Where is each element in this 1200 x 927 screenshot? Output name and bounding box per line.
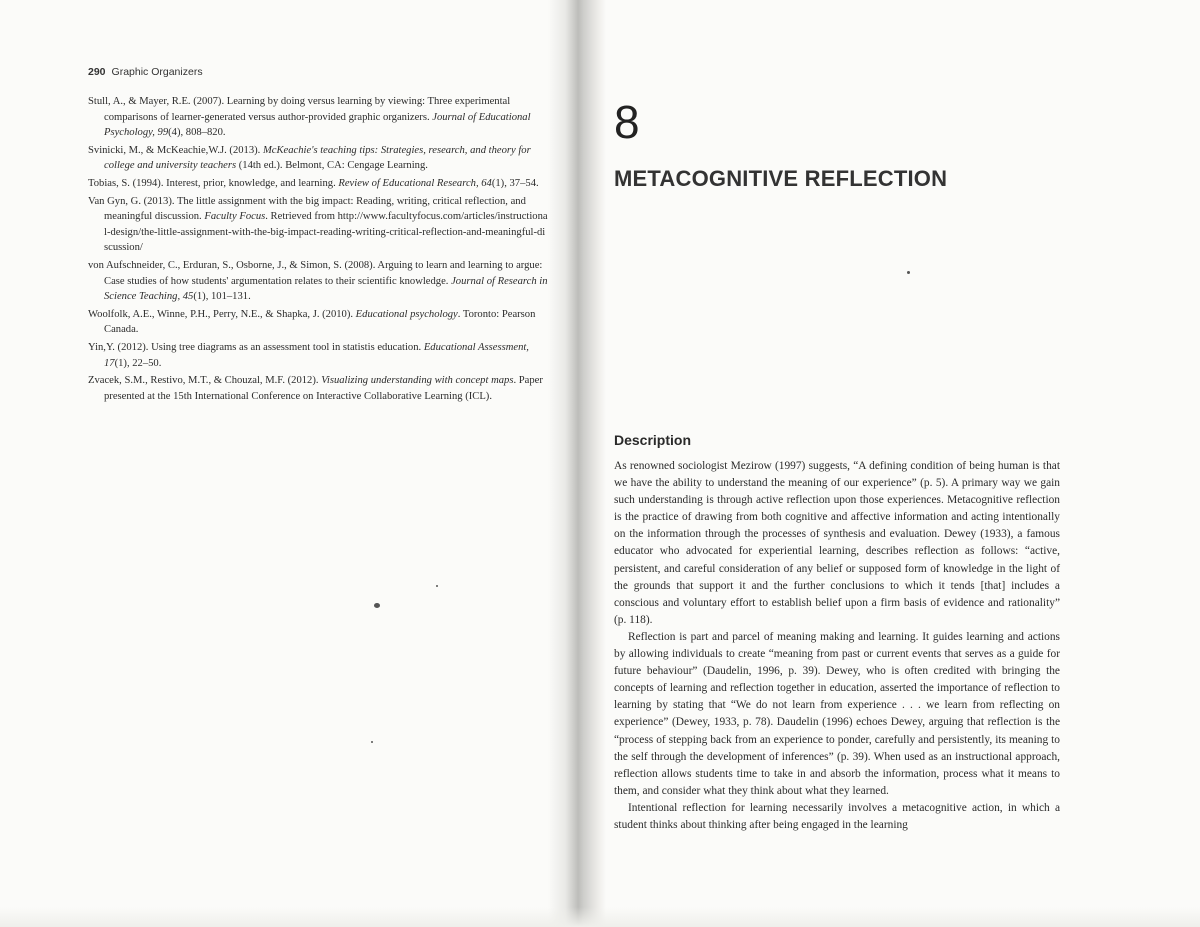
book-gutter-shadow <box>548 0 606 927</box>
reference-item: Woolfolk, A.E., Winne, P.H., Perry, N.E., & Shapka, J. (2010). Educational psychology. Toronto: Pearson Canada. <box>88 308 536 336</box>
scan-speck <box>374 603 380 608</box>
scan-speck <box>371 741 373 743</box>
reference-list <box>88 94 548 404</box>
scan-speck <box>907 271 910 274</box>
reference-item: Yin,Y. (2012). Using tree diagrams as an assessment tool in statistis education. Educational Assessment, 17(1), 22–50. <box>88 341 529 369</box>
reference-item: Svinicki, M., & McKeachie,W.J. (2013). McKeachie's teaching tips: Strategies, research, and theory for college and university teachers (14th ed.). Belmont, CA: Cengage Learning. <box>88 144 531 172</box>
reference-item: Stull, A., & Mayer, R.E. (2007). Learning by doing versus learning by viewing: Three experimental comparisons of learner-generated versus author-provided graphic organizers. Journal of Educational Psychology, 99(4), 808–820. <box>88 96 531 139</box>
page-number: 290 <box>88 66 106 78</box>
body-paragraph: Intentional reflection for learning necessarily involves a metacognitive action, in which a student thinks about thinking after being engaged in the learning <box>614 801 1060 831</box>
reference-item: von Aufschneider, C., Erduran, S., Osborne, J., & Simon, S. (2008). Arguing to learn and learning to argue: Case studies of how students' argumentation relates to their scientific knowledge. Journal of Research in Science Teaching, 45(1), 101–131. <box>88 259 548 303</box>
running-head-title: Graphic Organizers <box>111 66 203 78</box>
left-page <box>88 66 548 406</box>
body-paragraph: Reflection is part and parcel of meaning making and learning. It guides learning and actions by allowing individuals to create “meaning from past or current events that serves as a guide for future behaviour” (Daudelin, 1996, p. 39). Dewey, who is often credited with bringing the concepts of learning and reflection together in education, asserted the importance of reflection to learning by stating that “We do not learn from experience . . . we learn from reflecting on experience” (Dewey, 1933, p. 78). Daudelin (1996) echoes Dewey, arguing that reflection is the “process of stepping back from an experience to ponder, carefully and persistently, its meaning to the self through the development of inferences” (p. 39). When used as an instructional approach, reflection allows students time to take in and absorb the information, process what it means to them, and consider what they think about what they learned. <box>614 630 1060 797</box>
running-head <box>88 66 548 78</box>
chapter-title: METACOGNITIVE REFLECTION <box>614 166 948 191</box>
section-heading: Description <box>614 432 692 448</box>
scan-speck <box>436 585 438 587</box>
body-text <box>614 458 1060 834</box>
reference-item: Van Gyn, G. (2013). The little assignment with the big impact: Reading, writing, critical reflection, and meaningful discussion. Faculty Focus. Retrieved from http://www.facultyfocus.com/articles/instructional-design/the-little-assignment-with-the-big-impact-reading-writing-critical-reflection-and-meaningful-discussion/ <box>88 195 548 254</box>
chapter-number: 8 <box>614 96 640 148</box>
body-paragraph: As renowned sociologist Mezirow (1997) suggests, “A defining condition of being human is that we have the ability to understand the meaning of our experience” (p. 5). A primary way we gain such understanding is through active reflection upon those experiences. Metacognitive reflection is the practice of drawing from both cognitive and affective information and acting intentionally on the information through the processes of synthesis and evaluation. Dewey (1933), a famous educator who advocated for experiential learning, describes reflection as follows: “active, persistent, and careful consideration of any belief or supposed form of knowledge in the light of the grounds that support it and the further conclusions to which it tends [that] includes a conscious and voluntary effort to establish belief upon a firm basis of evidence and rationality” (p. 118). <box>614 460 1060 626</box>
page-bottom-shadow <box>0 907 1200 927</box>
reference-item: Zvacek, S.M., Restivo, M.T., & Chouzal, M.F. (2012). Visualizing understanding with concept maps. Paper presented at the 15th International Conference on Interactive Collaborative Learning (ICL). <box>88 375 543 402</box>
right-page <box>614 96 1060 831</box>
reference-item: Tobias, S. (1994). Interest, prior, knowledge, and learning. Review of Educational Research, 64(1), 37–54. <box>88 177 539 189</box>
